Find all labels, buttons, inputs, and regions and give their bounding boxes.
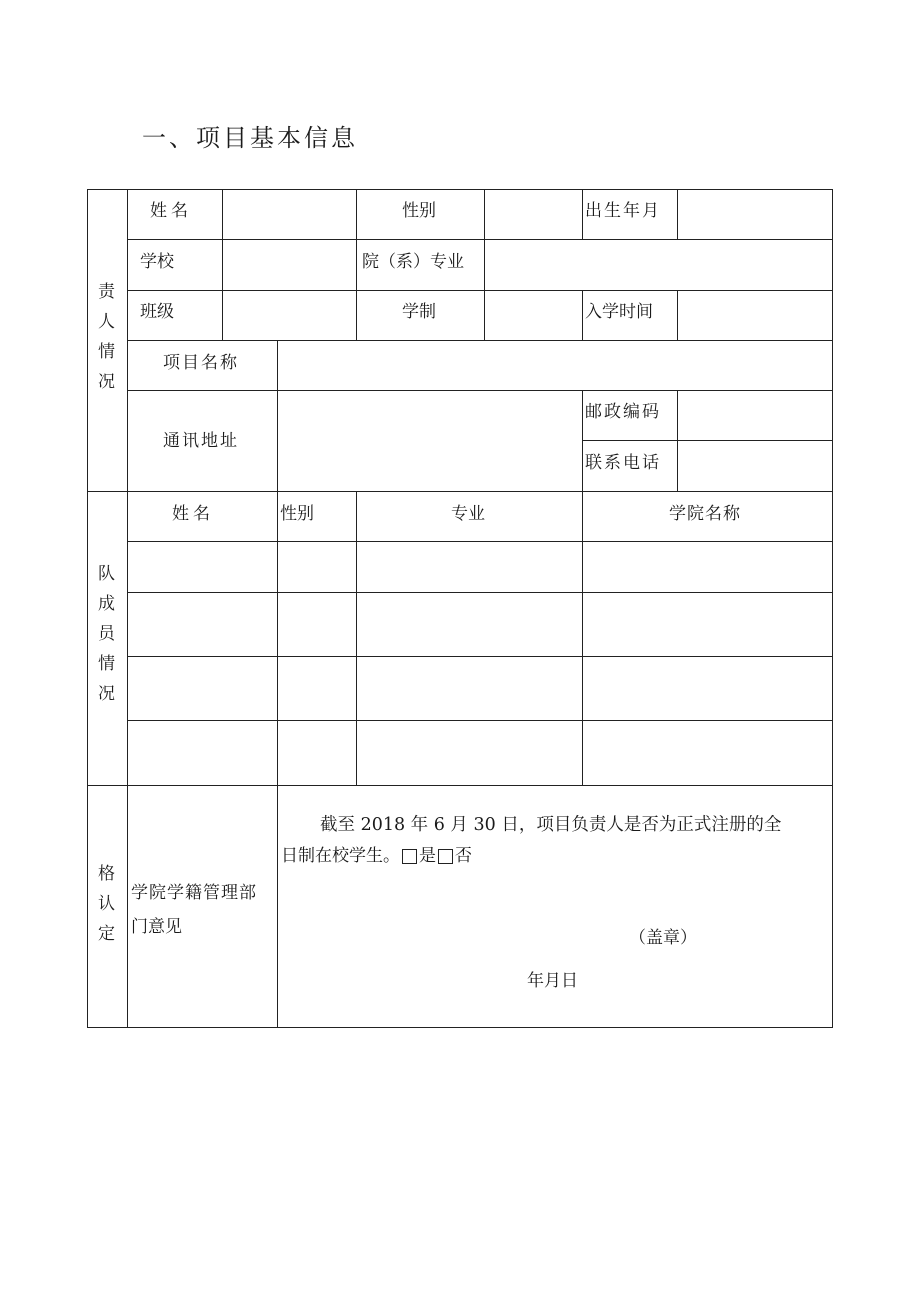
years-field[interactable] bbox=[485, 291, 581, 340]
label-gender: 性别 bbox=[402, 201, 436, 221]
checkbox-no[interactable] bbox=[438, 849, 453, 864]
statement-line1: 截至 2018 年 6 月 30 日，项目负责人是否为正式注册的全 bbox=[320, 815, 782, 835]
label-address: 通讯地址 bbox=[163, 431, 239, 451]
dept-major-field[interactable] bbox=[485, 240, 832, 290]
member-major-cell[interactable] bbox=[357, 542, 581, 592]
member-name-cell[interactable] bbox=[128, 542, 276, 592]
member-major-cell[interactable] bbox=[357, 721, 581, 785]
qualification-side-char: 定 bbox=[98, 924, 115, 944]
phone-field[interactable] bbox=[678, 441, 832, 491]
label-project-name: 项目名称 bbox=[163, 353, 239, 373]
member-college-cell[interactable] bbox=[583, 721, 832, 785]
statement-line2 bbox=[281, 848, 472, 865]
team-side-char: 员 bbox=[98, 624, 115, 644]
member-gender-cell[interactable] bbox=[278, 593, 355, 656]
member-major-cell[interactable] bbox=[357, 657, 581, 720]
team-side-char: 况 bbox=[98, 684, 115, 704]
leader-side-char: 情 bbox=[98, 342, 115, 362]
postcode-field[interactable] bbox=[678, 391, 832, 440]
member-college-cell[interactable] bbox=[583, 657, 832, 720]
label-phone: 联系电话 bbox=[585, 453, 661, 473]
qualification-side-char: 格 bbox=[98, 864, 115, 884]
qualification-side-label bbox=[98, 866, 115, 956]
team-header-name: 姓名 bbox=[172, 504, 214, 524]
option-no-label: 否 bbox=[455, 846, 472, 866]
label-postcode: 邮政编码 bbox=[585, 402, 661, 422]
checkbox-yes[interactable] bbox=[402, 849, 417, 864]
option-yes-label: 是 bbox=[419, 846, 436, 866]
gender-field[interactable] bbox=[485, 190, 581, 239]
member-college-cell[interactable] bbox=[583, 593, 832, 656]
label-school: 学校 bbox=[140, 252, 174, 272]
member-gender-cell[interactable] bbox=[278, 721, 355, 785]
class-field[interactable] bbox=[223, 291, 355, 340]
label-birth: 出生年月 bbox=[585, 201, 661, 221]
statement-line2-text: 日制在校学生。 bbox=[281, 846, 400, 866]
section-title: 一、项目基本信息 bbox=[142, 124, 358, 152]
leader-side-char: 责 bbox=[98, 282, 115, 302]
team-side-label bbox=[98, 566, 115, 716]
seal-label: （盖章） bbox=[629, 928, 697, 948]
address-field[interactable] bbox=[278, 391, 581, 491]
leader-side-label bbox=[98, 284, 115, 404]
team-side-char: 情 bbox=[98, 654, 115, 674]
name-field[interactable] bbox=[223, 190, 355, 239]
label-name: 姓名 bbox=[150, 201, 192, 221]
leader-side-char: 况 bbox=[98, 372, 115, 392]
member-name-cell[interactable] bbox=[128, 657, 276, 720]
leader-side-char: 人 bbox=[98, 312, 115, 332]
member-college-cell[interactable] bbox=[583, 542, 832, 592]
enroll-time-field[interactable] bbox=[678, 291, 832, 340]
team-header-major: 专业 bbox=[451, 504, 485, 524]
label-enroll-time: 入学时间 bbox=[585, 302, 653, 322]
team-side-char: 成 bbox=[98, 594, 115, 614]
date-label: 年月日 bbox=[527, 971, 578, 991]
project-name-field[interactable] bbox=[278, 341, 832, 390]
member-name-cell[interactable] bbox=[128, 721, 276, 785]
birth-field[interactable] bbox=[678, 190, 832, 239]
member-major-cell[interactable] bbox=[357, 593, 581, 656]
team-header-college: 学院名称 bbox=[669, 504, 741, 524]
dept-opinion-label-line1: 学院学籍管理部 bbox=[131, 883, 257, 903]
school-field[interactable] bbox=[223, 240, 355, 290]
team-side-char: 队 bbox=[98, 564, 115, 584]
member-name-cell[interactable] bbox=[128, 593, 276, 656]
label-years: 学制 bbox=[402, 302, 436, 322]
label-dept-major: 院（系）专业 bbox=[362, 252, 464, 272]
team-header-gender: 性别 bbox=[280, 504, 314, 524]
member-gender-cell[interactable] bbox=[278, 542, 355, 592]
member-gender-cell[interactable] bbox=[278, 657, 355, 720]
qualification-side-char: 认 bbox=[98, 894, 115, 914]
label-class: 班级 bbox=[140, 302, 174, 322]
dept-opinion-label-line2: 门意见 bbox=[131, 917, 182, 937]
